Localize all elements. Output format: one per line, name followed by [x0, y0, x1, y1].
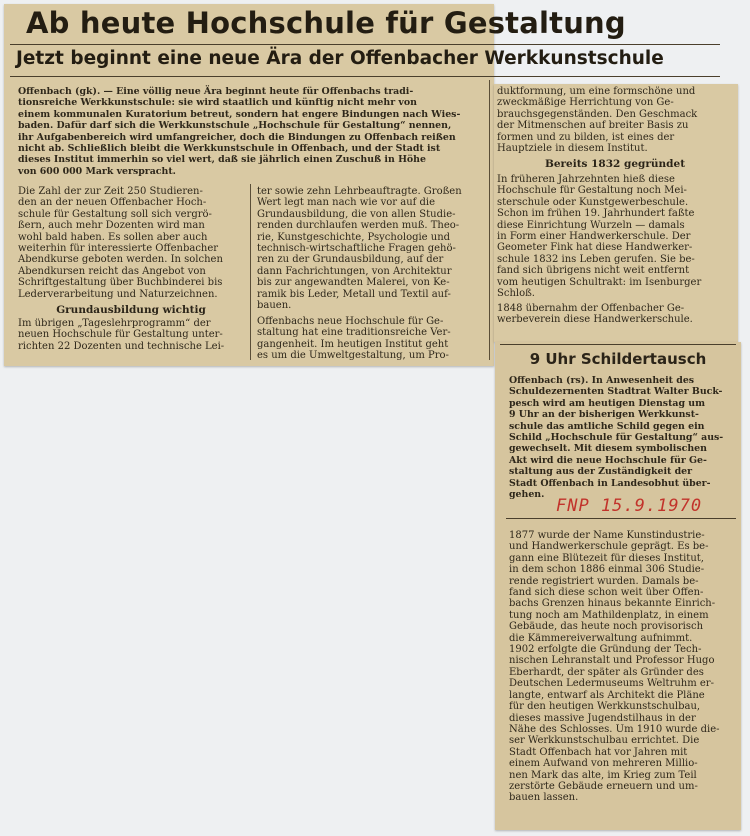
- column-2-continued: Offenbachs neue Hochschule für Ge- staltung hat eine traditionsreiche Ver- gangenheit. Im heutigen Institut geht es um die Umweltgestaltung, um Pro-: [257, 316, 451, 362]
- subheadline-divider: [10, 76, 720, 77]
- headline: Ab heute Hochschule für Gestaltung: [26, 6, 626, 40]
- column-1-subheading: Grundausbildung wichtig: [56, 304, 206, 316]
- column-divider: [489, 80, 490, 360]
- side-article-headline: 9 Uhr Schildertausch: [529, 350, 707, 368]
- column-2-text: ter sowie zehn Lehrbeauftragte. Großen Wert legt man nach wie vor auf die Grundausbildung, die von allen Studie- renden durchlaufen werden muß. Theo- rie, Kunstgeschichte, Psychologie und technisch-wirtschaftliche Fragen gehö- ren zu der Grundausbildung, auf der dann Fachrichtungen, von Architektur bis zur angewandten Malerei, von Ke- ramik bis Leder, Metall und Textil auf- bauen.: [257, 186, 462, 312]
- lead-paragraph: Offenbach (gk). — Eine völlig neue Ära beginnt heute für Offenbachs tradi- tionsreiche Werkkunstschule: sie wird staatlich und künftig nicht mehr von einem kommunalen Kuratorium betreut, sondern hat engere Bindungen nach Wies- baden. Dafür darf sich die Werkkunstschule „Hochschule für Gestaltung“ nennen, ihr Aufgabenbereich wird umfangreicher, doch die Bindungen zu Offenbach reißen nicht ab. Schließlich bleibt die Werkkunstschule in Offenbach, und der Stadt ist dieses Institut immerhin so viel wert, daß sie jährlich einen Zuschuß in Höhe von 600 000 Mark verspracht.: [18, 86, 461, 177]
- column-divider: [250, 184, 251, 360]
- side-article-bottom-divider: [506, 518, 736, 519]
- column-3-text: duktformung, um eine formschöne und zweckmäßige Herrichtung von Ge- brauchsgegenständen. Den Geschmack der Mitmenschen auf breiter Basis zu formen und zu bilden, ist eines der Hauptziele in diesem Institut.: [497, 86, 698, 155]
- column-3-continued: In früheren Jahrzehnten hieß diese Hochschule für Gestaltung noch Mei- sterschule oder Kunstgewerbeschule. Schon im frühen 19. Jahrhundert faßte diese Einrichtung Wurzeln — damals in Form einer Handwerkerschule. Der Geometer Fink hat diese Handwerker- schule 1832 ins Leben gerufen. Sie be- fand sich übrigens nicht weit entfernt vom heutigen Schultrakt: im Isenburger Schloß.: [497, 174, 702, 300]
- column-1-continued: Im übrigen „Tageslehrprogramm“ der neuen Hochschule für Gestaltung unter- richten 22 Dozenten und technische Lei-: [18, 318, 225, 352]
- side-article-text: Offenbach (rs). In Anwesenheit des Schuldezernenten Stadtrat Walter Buck- pesch wird am heutigen Dienstag um 9 Uhr an der bisherigen Werkkunst- schule das amtliche Schild gegen ein Schild „Hochschule für Gestaltung“ aus- gewechselt. Mit diesem symbolischen Akt wird die neue Hochschule für Ge- staltung aus der Zuständigkeit der Stadt Offenbach in Landesobhut über- gehen.: [509, 375, 724, 501]
- column-3-subheading: Bereits 1832 gegründet: [544, 158, 686, 170]
- column-3-final: 1848 übernahm der Offenbacher Ge- werbeverein diese Handwerkerschule.: [497, 303, 693, 326]
- headline-divider: [10, 44, 720, 45]
- column-4-text: 1877 wurde der Name Kunstindustrie- und Handwerkerschule geprägt. Es be- gann eine Blütezeit für dieses Institut, in dem schon 1886 einmal 306 Studie- rende registriert wurden. Damals be- fand sich diese schon weit über Offen- bachs Grenzen hinaus bekannte Einrich- tung noch am Mathildenplatz, in einem Gebäude, das heute noch provisorisch die Kämmereiverwaltung aufnimmt. 1902 erfolgte die Gründung der Tech- nischen Lehranstalt und Professor Hugo Eberhardt, der später als Gründer des Deutschen Ledermuseums Weltruhm er- langte, entwarf als Architekt die Pläne für den heutigen Werkkunstschulbau, dieses massive Jugendstilhaus in der Nähe des Schlosses. Um 1910 wurde die- ser Werkkunstschulbau errichtet. Die Stadt Offenbach hat vor Jahren mit einem Aufwand von mehreren Millio- nen Mark das alte, im Krieg zum Teil zerstörte Gebäude erneuern und um- bauen lassen.: [509, 530, 720, 804]
- column-1-text: Die Zahl der zur Zeit 250 Studieren- den an der neuen Offenbacher Hoch- schule für Gestaltung soll sich vergrö- ßern, auch mehr Dozenten wird man wohl bald haben. Es sollen aber auch weiterhin für interessierte Offenbacher Abendkurse geboten werden. In solchen Abendkursen reicht das Angebot von Schriftgestaltung über Buchbinderei bis Lederverarbeitung und Naturzeichnen.: [18, 186, 223, 300]
- handwritten-source-note: FNP 15.9.1970: [556, 496, 703, 516]
- side-article-divider: [500, 344, 736, 345]
- subheadline: Jetzt beginnt eine neue Ära der Offenbacher Werkkunstschule: [16, 48, 664, 69]
